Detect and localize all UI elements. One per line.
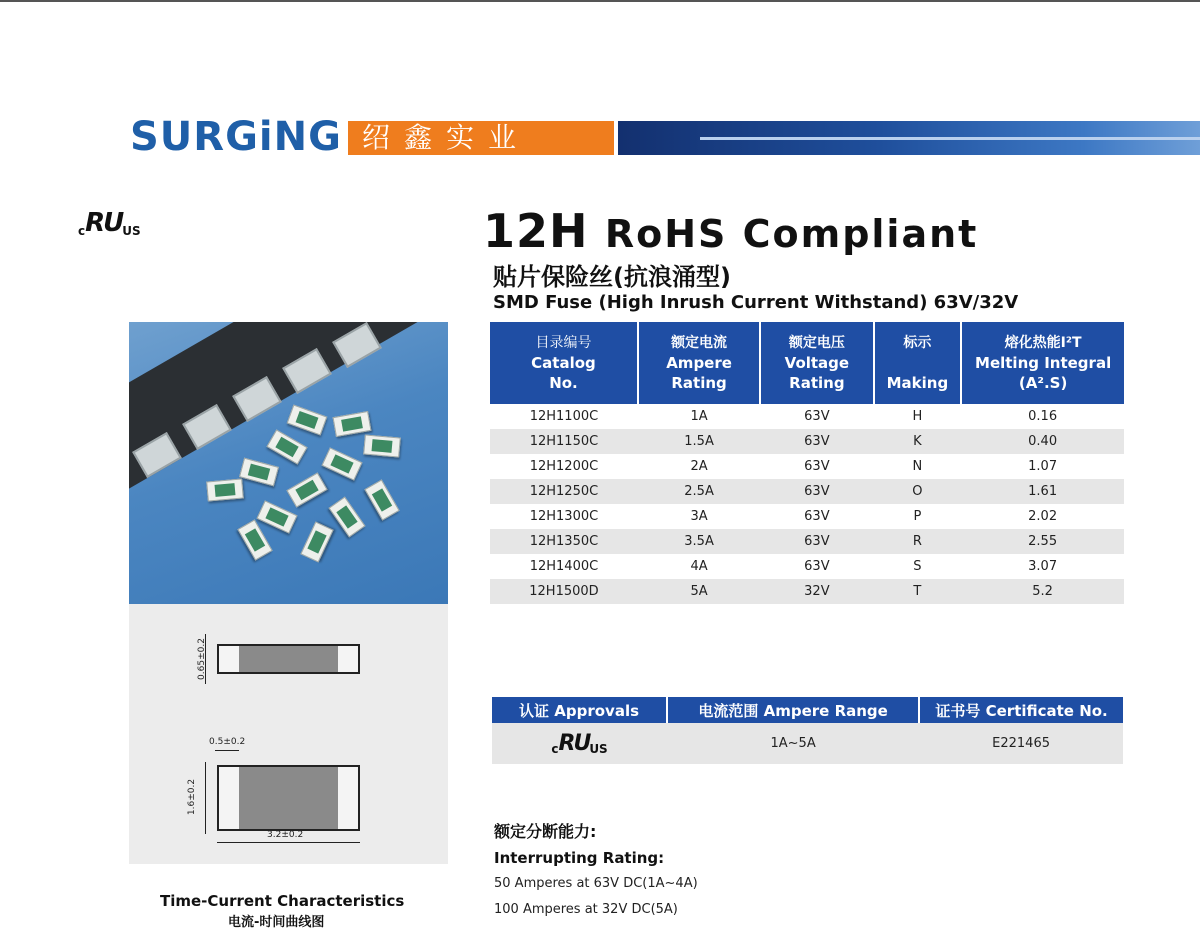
interrupting-rating-cn: 额定分断能力: [494,822,597,841]
interrupting-line-2: 100 Amperes at 32V DC(5A) [494,902,678,917]
fuse-top-view [217,765,360,831]
table-row: 12H1400C 4A 63V S 3.07 [490,554,1124,579]
table-row: 12H1350C 3.5A 63V R 2.55 [490,529,1124,554]
fuse-chip [300,521,333,562]
time-current-title: Time-Current Characteristics [160,892,405,910]
col-certificate: 证书号 Certificate No. [919,697,1123,723]
table-row: 12H1250C 2.5A 63V O 1.61 [490,479,1124,504]
certificate-number: E221465 [919,723,1123,764]
col-ampere-range: 电流范围 Ampere Range [667,697,919,723]
table-row: 12H1200C 2A 63V N 1.07 [490,454,1124,479]
product-photo [129,322,448,604]
header-stripe [700,137,1200,140]
fuse-chip [287,404,328,435]
product-subtitle-cn: 贴片保险丝(抗浪涌型) [493,263,731,291]
col-catalog: 目录编号 Catalog No. [490,322,638,404]
brand-logo: SURGiNG [130,114,342,160]
ul-certification-mark: cRUUS [78,208,141,238]
approvals-table [492,697,1123,764]
col-voltage: 额定电压 Voltage Rating [760,322,873,404]
carrier-tape [129,322,448,497]
fuse-chip [333,411,372,437]
fuse-chip [206,478,244,501]
dim-width: 1.6±0.2 [187,778,198,816]
fuse-side-view [217,644,360,674]
ul-certification-mark: cRUUS [551,731,608,756]
dim-length: 3.2±0.2 [267,830,304,840]
col-melting: 熔化热能I²T Melting Integral (A².S) [961,322,1124,404]
dim-thickness: 0.65±0.2 [196,638,207,680]
fuse-chip [328,497,365,538]
fuse-chip [286,472,327,507]
fuse-chip [256,500,297,533]
dimension-drawings [129,604,448,864]
rohs-compliant: RoHS Compliant [604,212,979,256]
fuse-chip [266,429,307,464]
approval-mark-cell [492,723,667,764]
fuse-chip [239,458,279,487]
interrupting-line-1: 50 Amperes at 63V DC(1A~4A) [494,876,698,891]
top-border-line [0,0,1200,2]
fuse-chip [237,519,272,560]
table-row: 12H1150C 1.5A 63V K 0.40 [490,429,1124,454]
ampere-range-value: 1A~5A [667,723,919,764]
spec-table-header [490,322,1124,404]
fuse-chip [321,447,362,480]
interrupting-rating-en: Interrupting Rating: [494,849,665,867]
dim-cap: 0.5±0.2 [209,737,246,747]
time-current-title-cn: 电流-时间曲线图 [228,915,325,930]
product-subtitle-en: SMD Fuse (High Inrush Current Withstand) 63V/32V [493,292,1019,313]
table-row [492,723,1123,764]
fuse-chip [364,479,399,520]
col-approvals: 认证 Approvals [492,697,667,723]
product-title [483,204,978,258]
col-marking: 标示 Making [874,322,962,404]
spec-table [490,322,1124,604]
table-row: 12H1300C 3A 63V P 2.02 [490,504,1124,529]
model-number: 12H [483,204,589,258]
table-row: 12H1500D 5A 32V T 5.2 [490,579,1124,604]
fuse-chip [363,434,401,457]
table-row: 12H1100C 1A 63V H 0.16 [490,404,1124,429]
col-ampere: 额定电流 Ampere Rating [638,322,760,404]
brand-chinese-name: 绍鑫实业 [348,121,614,155]
